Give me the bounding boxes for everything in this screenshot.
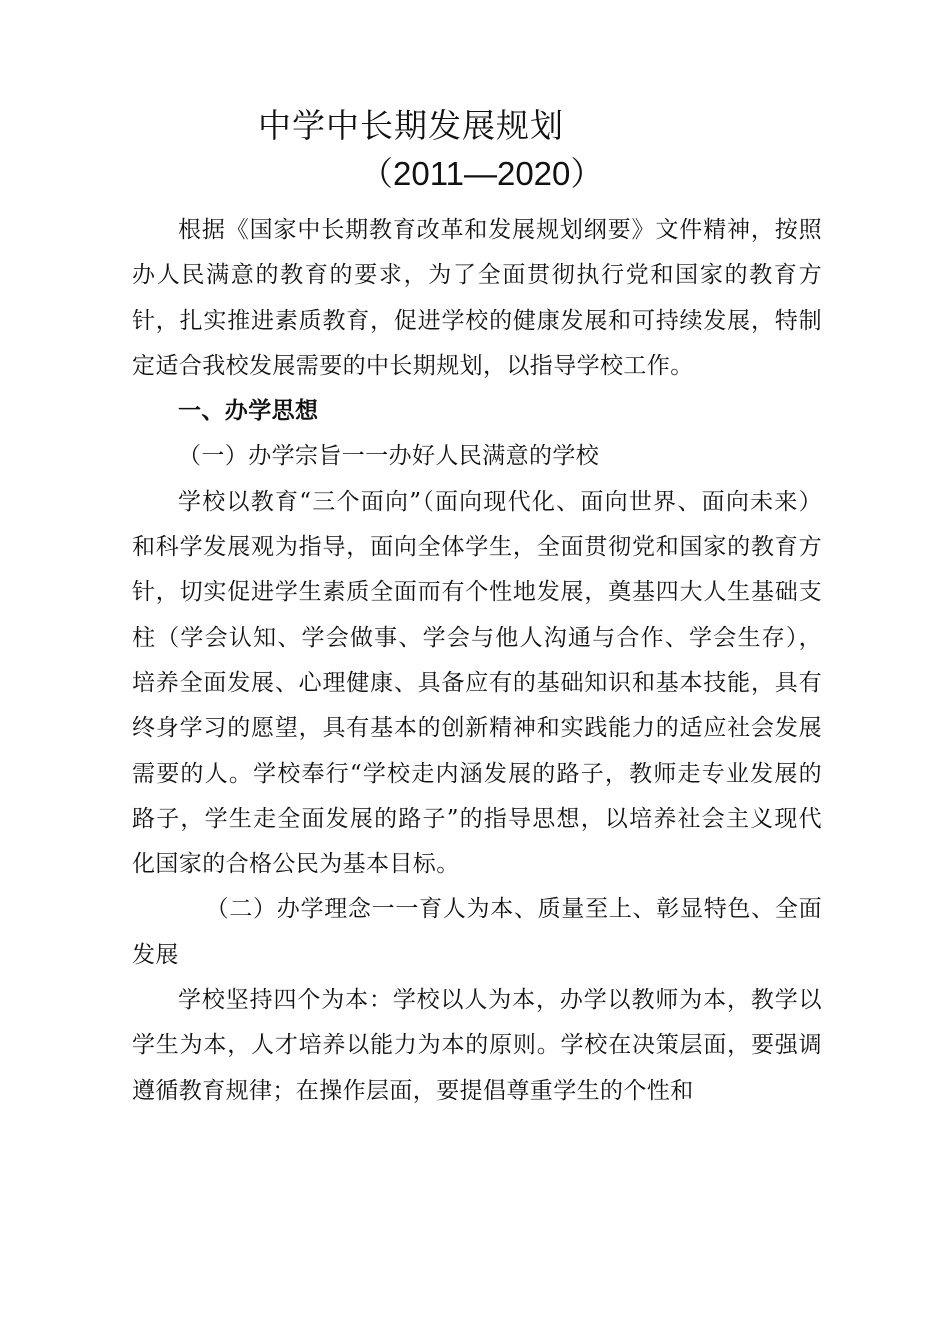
subsection-heading-school-concept: （二）办学理念一一育人为本、质量至上、彰显特色、全面发展 <box>132 896 822 968</box>
document-subtitle: （2011—2020） <box>360 155 604 192</box>
document-title: 中学中长期发展规划 <box>258 106 564 145</box>
section-heading-school-philosophy: 一、办学思想 <box>178 398 319 425</box>
subsection-heading-school-purpose: （一）办学宗旨一一办好人民满意的学校 <box>178 443 600 470</box>
document-body <box>132 208 822 1114</box>
school-purpose-paragraph: 学校以教育“三个面向”（面向现代化、面向世界、面向未来）和科学发展观为指导，面向全体学生，全面贯彻党和国家的教育方针，切实促进学生素质全面而有个性地发展，奠基四大人生基础支柱（学会认知、学会做事、学会与他人沟通与合作、学会生存），培养全面发展、心理健康、具备应有的基础知识和基本技能，具有终身学习的愿望，具有基本的创新精神和实践能力的适应社会发展需要的人。学校奉行“学校走内涵发展的路子，教师走专业发展的路子，学生走全面发展的路子”的指导思想，以培养社会主义现代化国家的合格公民为基本目标。 <box>132 488 822 878</box>
intro-paragraph: 根据《国家中长期教育改革和发展规划纲要》文件精神，按照办人民满意的教育的要求，为了全面贯彻执行党和国家的教育方针，扎实推进素质教育，促进学校的健康发展和可持续发展，特制定适合我校发展需要的中长期规划，以指导学校工作。 <box>132 217 822 379</box>
school-concept-paragraph: 学校坚持四个为本：学校以人为本，办学以教师为本，教学以学生为本，人才培养以能力为本的原则。学校在决策层面，要强调遵循教育规律；在操作层面，要提倡尊重学生的个性和 <box>132 987 822 1104</box>
